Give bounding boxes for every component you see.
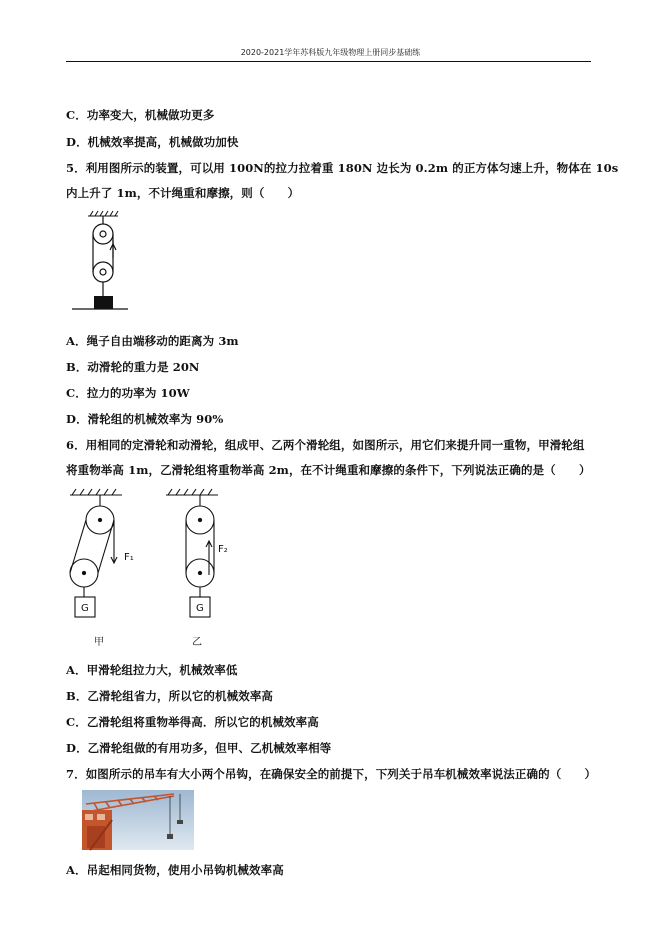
force-label-f2: F₂ bbox=[218, 544, 228, 555]
q6-option-b: B．乙滑轮组省力，所以它的机械效率高 bbox=[66, 689, 274, 703]
q6-option-d: D．乙滑轮组做的有用功多，但甲、乙机械效率相等 bbox=[66, 741, 332, 755]
q6-pulley-figure bbox=[64, 485, 254, 650]
q4-option-c: C．功率变大，机械做功更多 bbox=[66, 108, 215, 122]
load-block bbox=[94, 296, 113, 309]
q6-stem-line1: 6．用相同的定滑轮和动滑轮，组成甲、乙两个滑轮组，如图所示，用它们来提升同一重物，甲滑轮组 bbox=[66, 438, 585, 452]
q7-option-a: A．吊起相同货物，使用小吊钩机械效率高 bbox=[66, 863, 284, 877]
force-label-f1: F₁ bbox=[124, 552, 134, 563]
q5-stem-line2: 内上升了 1m，不计绳重和摩擦，则（ ） bbox=[66, 186, 300, 200]
ceiling-hatch bbox=[88, 211, 118, 216]
movable-pulley bbox=[93, 262, 113, 282]
q5-stem-line1: 5．利用图所示的装置，可以用 100N的拉力拉着重 180N 边长为 0.2m 的正方体匀速上升，物体在 10s bbox=[66, 161, 619, 175]
weight-label-yi: G bbox=[196, 603, 204, 614]
weight-label-jia: G bbox=[81, 603, 89, 614]
fixed-pulley bbox=[93, 224, 113, 244]
pulley-system-yi bbox=[166, 489, 218, 617]
caption-yi: 乙 bbox=[192, 637, 202, 648]
q6-option-a: A．甲滑轮组拉力大，机械效率低 bbox=[66, 663, 238, 677]
q5-option-b: B．动滑轮的重力是 20N bbox=[66, 360, 200, 374]
q6-option-c: C．乙滑轮组将重物举得高．所以它的机械效率高 bbox=[66, 715, 319, 729]
pulley-system-jia bbox=[70, 489, 122, 617]
q7-crane-photo bbox=[82, 790, 194, 850]
q4-option-d: D．机械效率提高，机械做功加快 bbox=[66, 135, 239, 149]
caption-jia: 甲 bbox=[94, 637, 104, 648]
q5-option-d: D．滑轮组的机械效率为 90% bbox=[66, 412, 224, 426]
q5-option-c: C．拉力的功率为 10W bbox=[66, 386, 190, 400]
q5-option-a: A．绳子自由端移动的距离为 3m bbox=[66, 334, 239, 348]
q6-stem-line2: 将重物举高 1m，乙滑轮组将重物举高 2m，在不计绳重和摩擦的条件下，下列说法正确的是（ ） bbox=[66, 463, 591, 477]
page-header: 2020-2021学年苏科版九年级物理上册同步基础练 bbox=[240, 48, 421, 57]
q5-pulley-figure bbox=[70, 210, 130, 320]
header-rule bbox=[66, 61, 591, 62]
q7-stem: 7．如图所示的吊车有大小两个吊钩，在确保安全的前提下，下列关于吊车机械效率说法正确的（ ） bbox=[66, 767, 597, 781]
